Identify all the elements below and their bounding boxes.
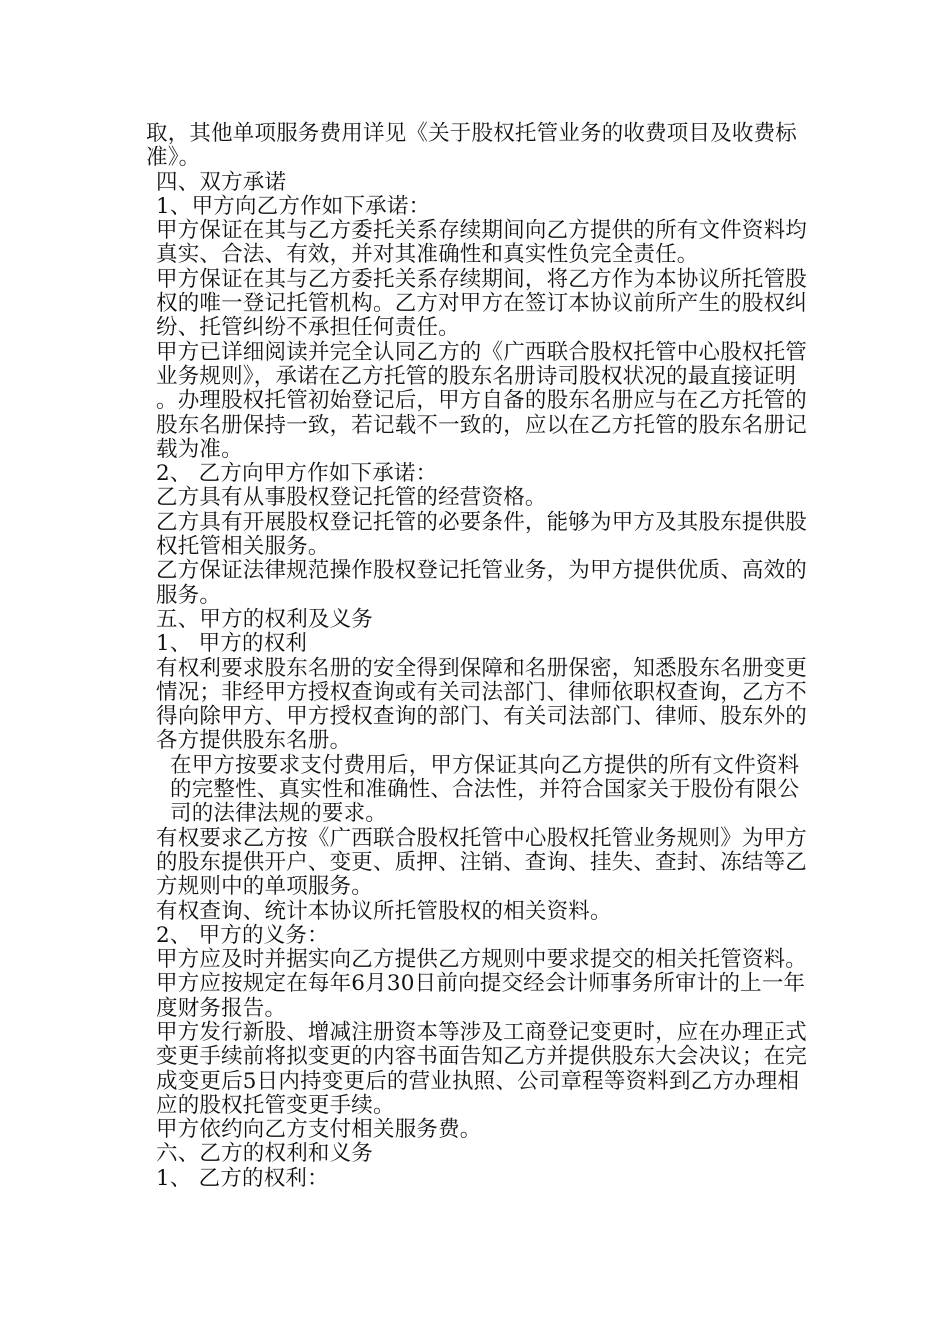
subheading-party-a-rights: 1、 甲方的权利 (156, 631, 308, 657)
subheading-party-b-commitments: 2、 乙方向甲方作如下承诺： (156, 461, 438, 487)
paragraph-submit-materials: 甲方应及时并据实向乙方提供乙方规则中要求提交的相关托管资料。 (156, 947, 808, 973)
paragraph-party-b-service: 乙方保证法律规范操作股权登记托管业务，为甲方提供优质、高效的服务。 (156, 558, 808, 608)
paragraph-fee-standard: 取，其他单项服务费用详见《关于股权托管业务的收费项目及收费标准》。 (146, 121, 798, 171)
paragraph-party-b-qualification: 乙方具有从事股权登记托管的经营资格。 (156, 485, 547, 511)
paragraph-party-b-conditions: 乙方具有开展股权登记托管的必要条件，能够为甲方及其股东提供股权托管相关服务。 (156, 509, 808, 560)
paragraph-query-statistics: 有权查询、统计本协议所托管股权的相关资料。 (156, 898, 612, 924)
paragraph-register-confidentiality: 有权利要求股东名册的安全得到保障和名册保密，知悉股东名册变更情况；非经甲方授权查询或有关司法部门、律师依职权查询，乙方不得向除甲方、甲方授权查询的部门、有关司法部门、律师、股东外的各方提供股东名册。 (156, 655, 808, 754)
subheading-party-b-rights: 1、 乙方的权利： (156, 1165, 329, 1191)
heading-mutual-commitments: 四、双方承诺 (156, 169, 287, 195)
heading-party-a-rights-obligations: 五、甲方的权利及义务 (156, 606, 374, 632)
paragraph-service-fee: 甲方依约向乙方支付相关服务费。 (156, 1117, 482, 1143)
heading-party-b-rights-obligations: 六、乙方的权利和义务 (156, 1141, 374, 1167)
paragraph-annual-report: 甲方应按规定在每年6月30日前向提交经会计师事务所审计的上一年度财务报告。 (156, 971, 806, 1021)
paragraph-document-integrity: 在甲方按要求支付费用后，甲方保证其向乙方提供的所有文件资料的完整性、真实性和准确性、合法性，并符合国家关于股份有限公司的法律法规的要求。 (170, 752, 800, 827)
paragraph-party-a-documents: 甲方保证在其与乙方委托关系存续期间向乙方提供的所有文件资料均真实、合法、有效，并对其准确性和真实性负完全责任。 (156, 218, 808, 268)
paragraph-party-a-sole-custodian: 甲方保证在其与乙方委托关系存续期间，将乙方作为本协议所托管股权的唯一登记托管机构。乙方对甲方在签订本协议前所产生的股权纠纷、托管纠纷不承担任何责任。 (156, 266, 808, 341)
subheading-party-a-commitments: 1、甲方向乙方作如下承诺： (156, 193, 431, 219)
paragraph-registration-change: 甲方发行新股、增减注册资本等涉及工商登记变更时，应在办理正式变更手续前将拟变更的内容书面告知乙方并提供股东大会决议；在完成变更后5日内持变更后的营业执照、公司章程等资料到乙方办理相应的股权托管变更手续。 (156, 1019, 808, 1118)
subheading-party-a-obligations: 2、 甲方的义务： (156, 922, 329, 948)
paragraph-party-a-rules-acknowledgement: 甲方已详细阅读并完全认同乙方的《广西联合股权托管中心股权托管业务规则》，承诺在乙方托管的股东名册诗司股权状况的最直接证明。办理股权托管初始登记后，甲方自备的股东名册应与在乙方托管的股东名册保持一致，若记载不一致的，应以在乙方托管的股东名册记载为准。 (156, 339, 808, 462)
document-page (146, 122, 814, 1191)
paragraph-single-services: 有权要求乙方按《广西联合股权托管中心股权托管业务规则》为甲方的股东提供开户、变更、质押、注销、查询、挂失、查封、冻结等乙方规则中的单项服务。 (156, 825, 808, 900)
